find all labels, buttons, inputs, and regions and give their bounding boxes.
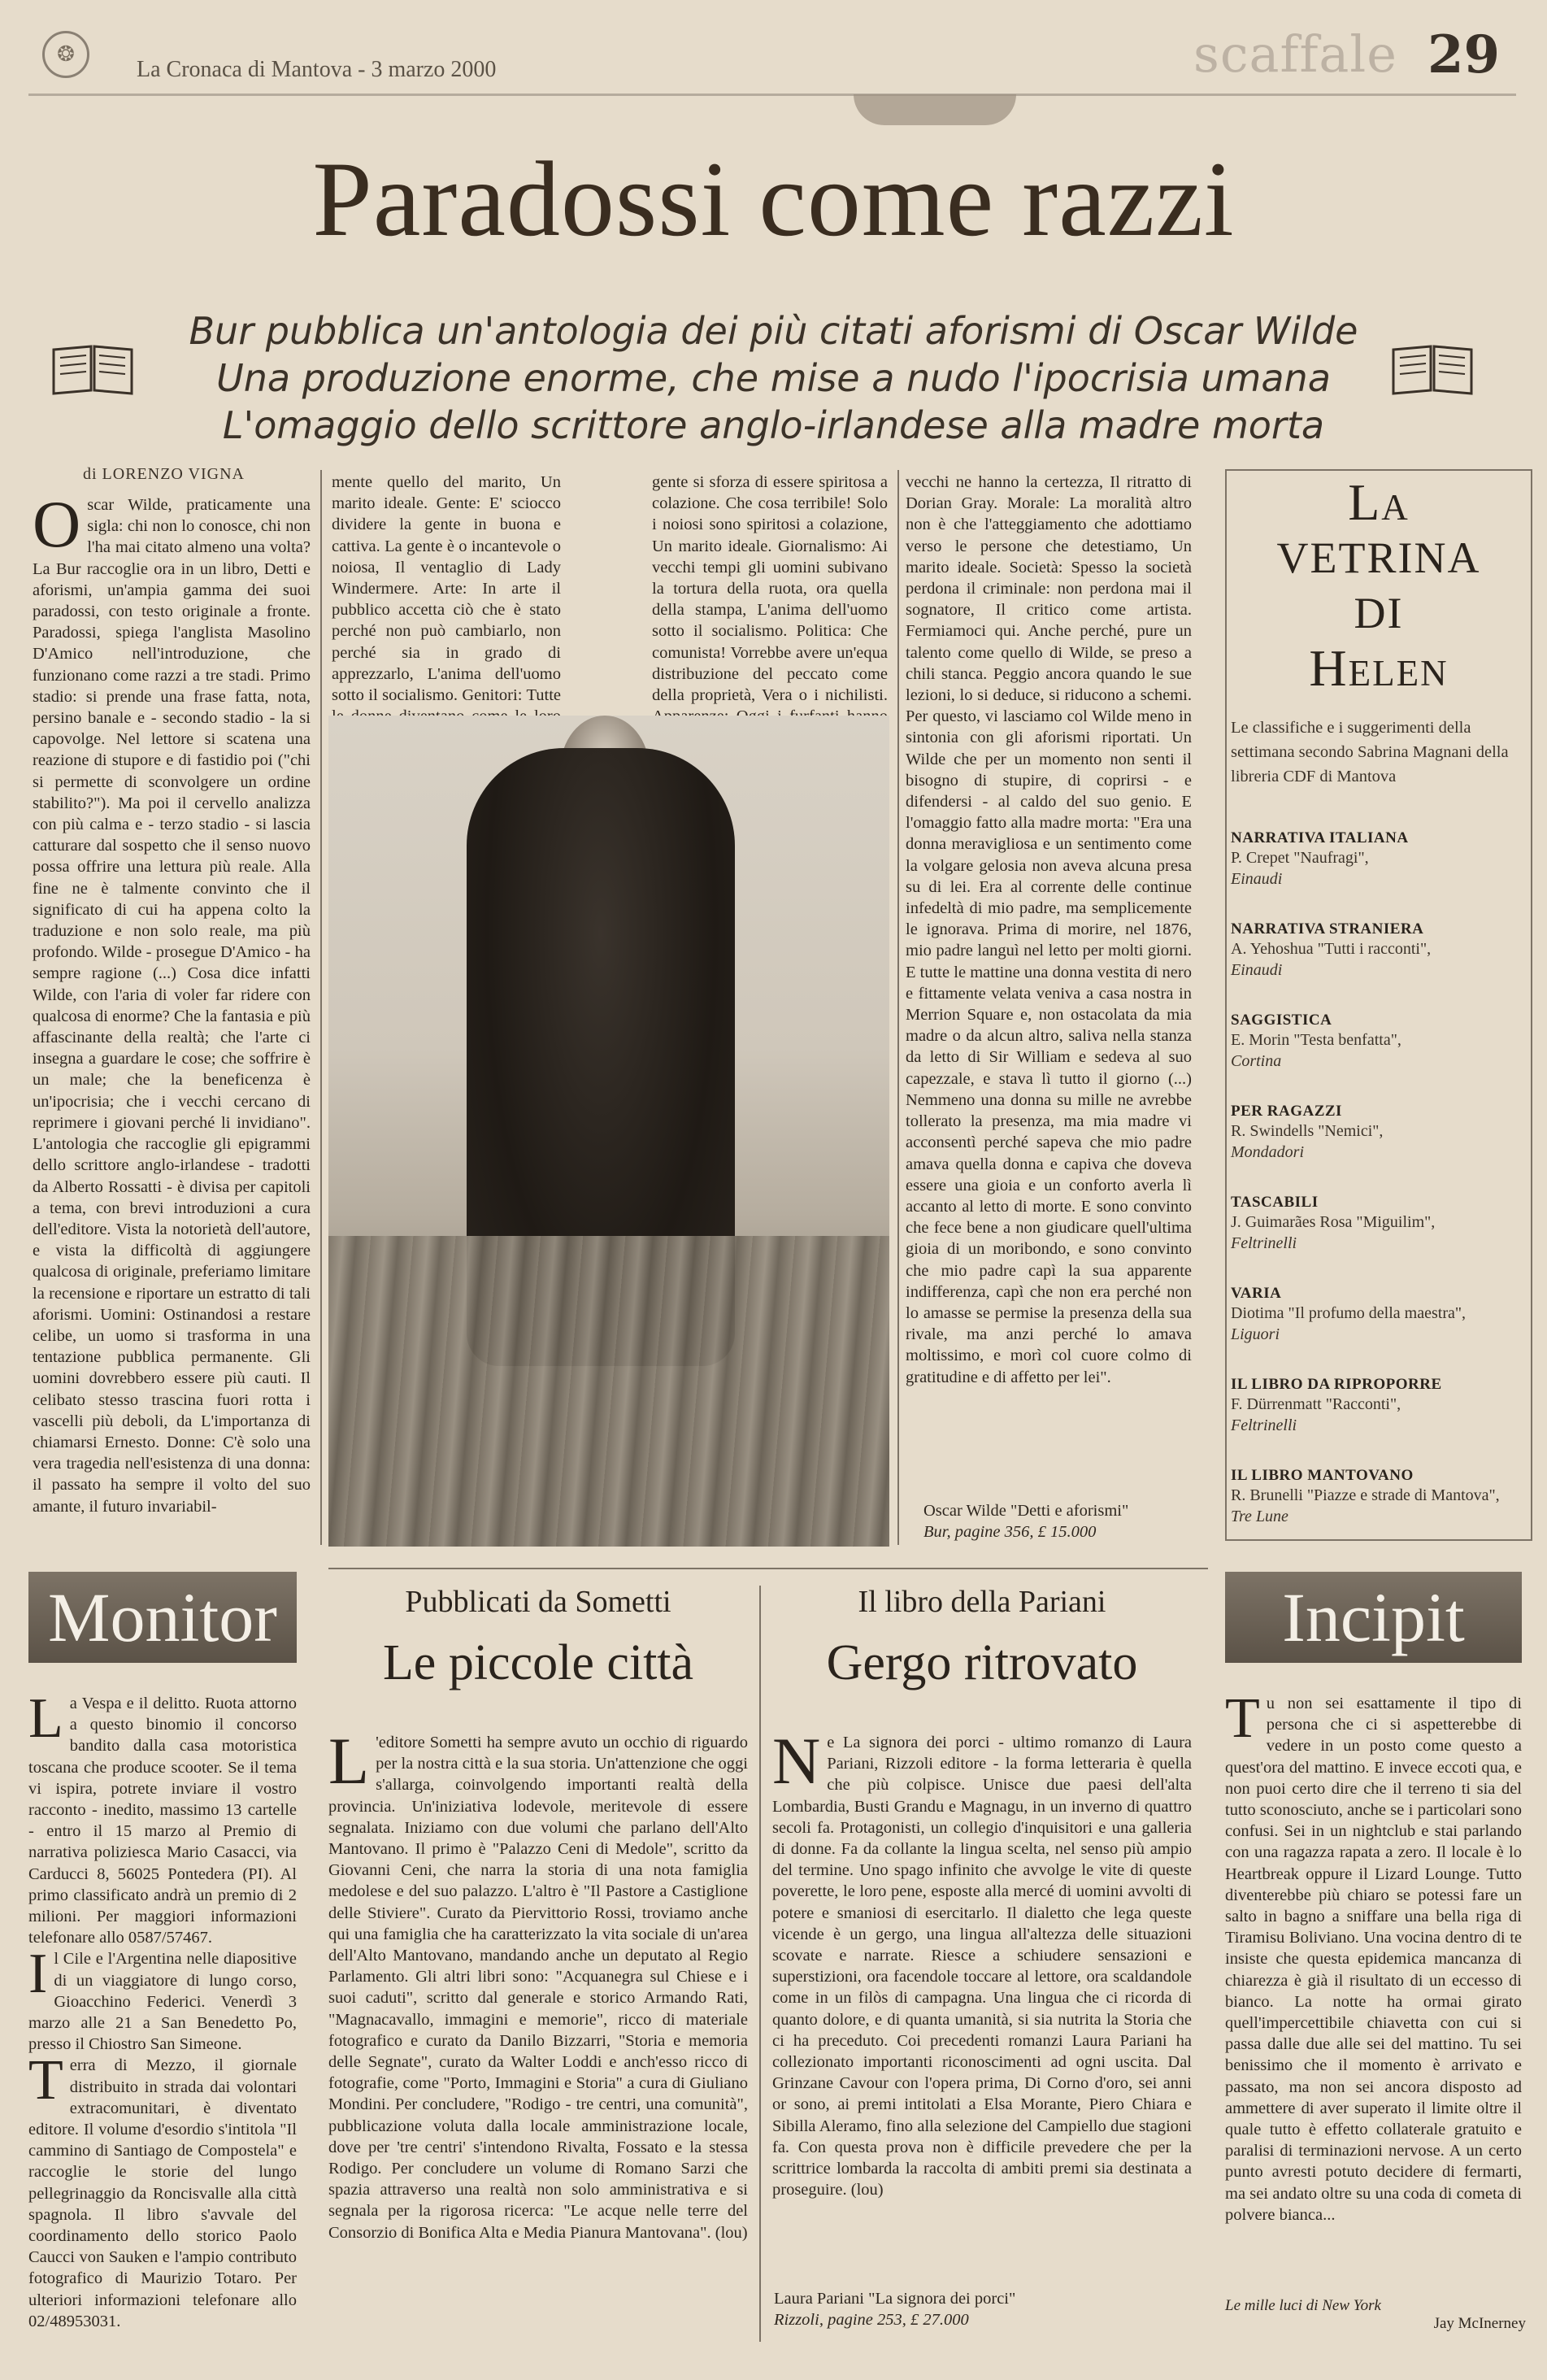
caption-details: Bur, pagine 356, £ 15.000 (923, 1523, 1097, 1541)
book-caption (923, 1500, 1200, 1542)
caption-title: Laura Pariani "La signora dei porci" (774, 2290, 1016, 2308)
sometti-kicker: Pubblicati da Sometti (405, 1585, 671, 1619)
pariani-column (772, 1724, 1192, 2269)
vetrina-publisher: Mondadori (1231, 1143, 1304, 1161)
article-text: gente si sforza di essere spiritosa a colazione. Che cosa terribile! Solo i noiosi sono spiritosi a colazione, Un marito ideale. Giornalismo: Ai vecchi tempi gli uomini subivano la tortura della ruota, ora quella della stampa, L'anima dell'uomo sotto il socialismo. Politica: Che comunista! Vorrebbe avere un'equa distribuzione del peccato come della proprietà, Vera o i nichilisti. (652, 473, 888, 705)
vetrina-list (1231, 829, 1523, 1558)
pariani-caption (774, 2288, 1193, 2330)
vetrina-publisher: Einaudi (1231, 870, 1283, 888)
vetrina-entry (1231, 1467, 1523, 1558)
vetrina-category: NARRATIVA ITALIANA (1231, 829, 1409, 846)
dropcap: N (772, 1724, 821, 1798)
deck-line-3: L'omaggio dello scrittore anglo-irlandese alla madre morta (222, 403, 1325, 447)
monitor-item (28, 2049, 297, 2332)
vetrina-category: IL LIBRO DA RIPROPORRE (1231, 1376, 1442, 1393)
incipit-signoff (1225, 2297, 1526, 2333)
vetrina-title-line: VETRINA (1276, 533, 1481, 582)
incipit-author: Jay McInerney (1433, 2315, 1526, 2332)
vetrina-entry (1231, 1194, 1523, 1285)
vetrina-publisher: Feltrinelli (1231, 1416, 1297, 1434)
section-rule (328, 1568, 1208, 1569)
masthead-rule (28, 94, 1516, 96)
monitor-column (28, 1687, 297, 2343)
incipit-text: u non sei esattamente il tipo di persona che ci si aspetterebbe di vedere in un posto come questo a quest'ora del mattino. E invece eccoti qua, e non puoi certo dire che il terreno ti sia del tutto sconosciuto, anche se i particolari sono confusi. Sei in un nightclub e stai parlando con una ragazza rapata a zero. Il locale è lo Heartbreak oppure il Lizard Lounge. Tutto diventerebbe più chiaro se potessi fare un salto in bagno a sniffare una bella riga di Tiramisu Boliviano. Una vocina dentro di te insiste che questa epidemica mancanza di chiarezza è già il risultato di un eccesso di bianco. La notte ha ormai girato quell'impercettibile chiavetta con cui si passa dalle due alle sei del mattino. Tu sei benissimo che il momento è arrivato e passato, ma non sei ancora disposto ad ammettere di aver superato il limite oltre il quale tutto è effetto collaterale gratuito e paralisi di terminazioni nervose. A un certo punto avresti potuto decidere di fermarti, ma sei andato oltre su una coda di cometa di polvere bianca... (1225, 1695, 1522, 2224)
vetrina-publisher: Feltrinelli (1231, 1234, 1297, 1252)
column-rule (759, 1586, 761, 2342)
dropcap: O (33, 487, 81, 561)
vetrina-title-line: Helen (1309, 639, 1449, 697)
masthead-emblem (854, 94, 1016, 125)
vetrina-category: NARRATIVA STRANIERA (1231, 920, 1424, 938)
vetrina-book: J. Guimarães Rosa "Miguilim", (1231, 1213, 1436, 1231)
column-rule (897, 470, 899, 1545)
dropcap: T (28, 2049, 63, 2112)
vetrina-publisher: Einaudi (1231, 961, 1283, 979)
article-column-3-top (652, 472, 888, 716)
incipit-source: Le mille luci di New York (1225, 2297, 1381, 2314)
monitor-item (28, 1943, 297, 2055)
pariani-title: Gergo ritrovato (826, 1635, 1138, 1690)
caption-details: Rizzoli, pagine 253, £ 27.000 (774, 2311, 969, 2329)
article-column-2-top (332, 472, 561, 716)
vetrina-category: SAGGISTICA (1231, 1012, 1332, 1029)
monitor-text: l Cile e l'Argentina nelle diapositive di un viaggiatore di lungo corso, Gioacchino Federici. Venerdì 3 marzo alle 21 a San Benedetto Po, presso il Chiostro San Simeone. (28, 1950, 297, 2054)
vetrina-publisher: Liguori (1231, 1325, 1280, 1343)
vetrina-category: IL LIBRO MANTOVANO (1231, 1467, 1414, 1484)
article-column-4 (906, 472, 1192, 1500)
vetrina-entry (1231, 829, 1523, 920)
dropcap: L (328, 1724, 370, 1798)
monitor-text: a Vespa e il delitto. Ruota attorno a questo binomio il concorso bandito dalla casa motoristica toscana che produce scooter. Se il tema vi ispira, potrete inviare il vostro racconto - inedito, massimo 13 cartelle - entro il 15 marzo al Premio di narrativa poliziesca Mario Casacci, via Carducci 8, 56025 Pontedera (PI). Al primo classificato andrà un premio di 2 milioni. Per maggiori informazioni telefonare allo 0587/57467. (28, 1695, 297, 1947)
byline: di LORENZO VIGNA (83, 465, 245, 483)
article-text: vecchi ne hanno la certezza, Il ritratto di Dorian Gray. Morale: La moralità altro non è che l'atteggiamento che adottiamo verso le persone che detestiamo, Un marito ideale. Società: Spesso la società perdona il criminale: non perdona mai il sognatore, Il critico come artista. Fermiamoci qui. Anche perché, pure un talento come quello di Wilde, se preso a chili stanca. Peggio ancora quando le sue lezioni, lo si deduce, si riducono a schemi. Per questo, vi lasciamo col Wilde meno in sintonia con gli aforismi riportati. Un Wilde che per un momento non senti il bisogno di stupire, di coprirsi - e difendersi - al caldo del suo genio. E l'omaggio fatto alla madre morta: "Era una donna meravigliosa e un sentimento come la volgare gelosia non aveva alcuna presa su di lei. Era al corrente delle continue infedeltà di mio padre, ma semplicemente le ignorava. Prima di morire, nel 1876, mio padre languì nel letto per molti giorni. E tutte le mattine una donna vestita di nero e fittamente velata veniva a casa nostra in Merrion Square e, non ostacolata da mia madre o da alcun altro, saliva nella stanza da letto di Sir William e sedeva al suo capezzale, e stava lì tutto il giorno (...) Nemmeno una donna su mille ne avrebbe tollerato la presenza, ma mia madre vi acconsentì perché sapeva che mio padre amava quella donna e capiva che doveva essere una gioia e un conforto averla lì accanto al letto di morte. E sono convinto che fece bene a non giudicare quell'ultima gioia di un moribondo, e sono convinto che mio padre capì la sua apparente indifferenza, capì che non era perché non lo amasse se permise la presenza della sua rivale, ma anzi perché lo amava moltissimo, e morì col cuore colmo di gratitudine e di affetto per lei". (906, 473, 1192, 1386)
incipit-banner: Incipit (1225, 1572, 1522, 1663)
vetrina-publisher: Tre Lune (1231, 1508, 1288, 1525)
vetrina-book: R. Brunelli "Piazze e strade di Mantova", (1231, 1486, 1500, 1504)
vetrina-book: E. Morin "Testa benfatta", (1231, 1031, 1401, 1049)
main-headline: Paradossi come razzi (312, 139, 1235, 259)
sometti-title: Le piccole città (382, 1635, 694, 1690)
vetrina-category: PER RAGAZZI (1231, 1103, 1342, 1120)
masthead-logo: ❂ (42, 31, 89, 78)
incipit-column (1225, 1687, 1522, 2291)
pariani-text: e La signora dei porci - ultimo romanzo di Laura Pariani, Rizzoli editore - la forma letteraria è quella che più colpisce. Unisce due paesi dell'alta Lombardia, Busti Grandu e Magnagu, in un inverno di quattro secoli fa. Protagonisti, un collegio d'inquisitori e una galleria di donne. Fa da collante la lingua scelta, nel senso più ampio del termine. Uno spago infinito che avvolge le vite di queste poverette, le loro pene, esposte alla mercé di uomini avvolti di potere e smaniosi di esercitarlo. Il dialetto che lega queste vicende è un gergo, una lingua all'altezza delle situazioni scovate e narrate. Riesce a schiudere sensazioni e superstizioni, ora facendole toccare al lettore, ora scaldandole come in un filòs di campagna. Una lingua che ci ricorda di quanto dolore, e di quanta umanità, si sia nutrita la Storia che ci ha preceduto. Coi precedenti romanzi Laura Pariani ha collezionato importanti riconoscimenti ad ogni uscita. Dal Grinzane Cavour con l'opera prima, Di Corno d'oro, sei anni or sono, ai premi intitolati a Elsa Morante, Piero Chiara e Sibilla Aleramo, fino alla selezione del Campiello due stagioni fa. Con questa prova non è difficile prevedere che per la scrittrice lombarda la raccolta di ambiti premi sia destinata a proseguire. (lou) (772, 1734, 1192, 2199)
vetrina-title-line: DI (1354, 589, 1404, 637)
vetrina-category: VARIA (1231, 1285, 1282, 1302)
monitor-banner: Monitor (28, 1572, 297, 1663)
vetrina-entry (1231, 1376, 1523, 1467)
page-number: 29 (1427, 24, 1501, 85)
vetrina-entry (1231, 1285, 1523, 1376)
article-text: scar Wilde, praticamente una sigla: chi non lo conosce, chi non l'ha mai citato almeno una volta? La Bur raccoglie ora in un libro, Detti e aforismi, un'ampia gamma dei suoi paradossi, con testo originale a fronte. Paradossi, spiega l'anglista Masolino D'Amico nell'introduzione, che funzionano come razzi a tre stadi. Primo stadio: si prende una frase fatta, nota, persino banale e - secondo stadio - la si capovolge. Nel lettore si scatena una reazione di stupore e di fastidio poi ("chi si permette di sconvolgere un ordine stabilito?"). Ma poi il cervello analizza con più calma e - terzo stadio - si lascia catturare dal sospetto che il senso nuovo possa offrire una lettura più reale. Alla fine ne è talmente convinto che il significato di cui ha appena colto la traduzione e non solo reale, ma più profondo. Wilde - prosegue D'Amico - ha sempre ragione (...) Cosa dice infatti Wilde, con l'aria di voler far ridere con qualcosa di enorme? Che la fantasia e più affascinante della realtà; che l'arte ci insegna a guardare le cose; che soffrire è un male; che la beneficenza è un'ipocrisia; che i vecchi cercano di reprimere i giovani perché li invidiano". L'antologia che raccoglie gli epigrammi dello scrittore anglo-irlandese - tradotti da Alberto Rossatti - è divisa per capitoli a tema, con brevi introduzioni a cura dell'editore. Vista la notorietà dell'autore, e vista la difficoltà di aggiungere qualcosa di originale, preferiamo limitare la recensione e riportare un estratto di tali aforismi. Uomini: Ostinandosi a restare celibe, un uomo si trasforma in una tentazione pubblica permanente. Gli uomini dovrebbero essere più cauti. Il celibato stesso trascina fuori rotta i vascelli più deboli, da L'importanza di chiamarsi Ernesto. Donne: C'è solo una vera tragedia nell'esistenza di una donna: il passato ha sempre il volto del suo amante, il futuro invariabil- (33, 496, 311, 1516)
dropcap: I (28, 1943, 48, 2006)
vetrina-category: TASCABILI (1231, 1194, 1319, 1211)
book-icon-left (50, 340, 135, 397)
oscar-wilde-photo (328, 716, 889, 1547)
main-deck (0, 307, 1547, 449)
masthead-paper: La Cronaca di Mantova - 3 marzo 2000 (137, 57, 497, 82)
vetrina-title-line: La (1348, 473, 1410, 531)
column-rule (320, 470, 322, 1545)
caption-title: Oscar Wilde "Detti e aforismi" (923, 1502, 1129, 1520)
pariani-kicker: Il libro della Pariani (858, 1585, 1106, 1619)
article-column-1 (33, 487, 311, 1543)
book-icon-right (1390, 340, 1475, 397)
article-text: mente quello del marito, Un marito ideale. Gente: E' sciocco dividere la gente in buona e cattiva. La gente è o incantevole o noiosa, Il ventaglio di Lady Windermere. Arte: In arte il pubblico accetta ciò che è stato perché non può cambiarlo, non perché sia in grado di apprezzarlo, L'anima dell'uomo sotto il socialismo. Genitori: Tutte (332, 473, 561, 705)
sometti-text: 'editore Sometti ha sempre avuto un occhio di riguardo per la nostra città e la sua storia. Un'attenzione che oggi s'allarga, coinvolgendo importanti realtà della provincia. Un'iniziativa lodevole, meritevole di essere segnalata. Iniziamo con due volumi che parlano dell'Alto Mantovano. Il primo è "Palazzo Ceni di Medole", scritto da Giovanni Ceni, che narra la storia di una nota famiglia medolese e del suo palazzo. L'altro è "Il Pastore a Castiglione delle Stiviere". Curato da Piervittorio Rossi, troviamo anche qui una famiglia che ha caratterizzato la vita sociale di un'area dell'Alto Mantovano, mandando anche un deputato al Regio Parlamento. Gli altri libri sono: "Acquanegra sul Chiese e i suoi caduti", scritto dal generale e storico Armando Rati, "Magnacavallo, immagini e memorie", ricco di materiale fotografico e curato da Danilo Bizzarri, "Storia e memoria delle Segnate", curato da Walter Loddi e anch'esso ricco di fotografie, come "Porto, Immagini e Storia" a cura di Giuliano Mondini. Per concludere, "Rodigo - tre centri, una comunità", pubblicazione voluta dalla locale amministrazione locale, dove per 'tre centri' s'intendono Rivalta, Fossato e la stessa Rodigo. Per concludere un volume di Romano Sarzi che spazia attraverso una realtà non solo amministrativa e si segnala per la rigorosa ricerca: "Le acque nelle terre del Consorzio di Bonifica Alta e Media Pianura Mantovana". (lou) (328, 1734, 748, 2242)
vetrina-book: A. Yehoshua "Tutti i racconti", (1231, 940, 1432, 958)
vetrina-title (1225, 475, 1532, 696)
vetrina-book: F. Dürrenmatt "Racconti", (1231, 1395, 1401, 1413)
deck-line-1: Bur pubblica un'antologia dei più citati aforismi di Oscar Wilde (189, 309, 1358, 353)
vetrina-book: R. Swindells "Nemici", (1231, 1122, 1384, 1140)
vetrina-entry (1231, 1012, 1523, 1103)
dropcap: L (28, 1687, 63, 1750)
vetrina-book: P. Crepet "Naufragi", (1231, 849, 1369, 867)
sometti-column (328, 1724, 748, 2301)
vetrina-intro: Le classifiche e i suggerimenti della settimana secondo Sabrina Magnani della libreria CDF di Mantova (1231, 719, 1509, 785)
photo-relief-wall (328, 1236, 889, 1547)
vetrina-entry (1231, 920, 1523, 1012)
vetrina-book: Diotima "Il profumo della maestra", (1231, 1304, 1467, 1322)
monitor-text: erra di Mezzo, il giornale distribuito in strada dai volontari extracomunitari, è diventato editore. Il volume d'esordio s'intitola "Il cammino di Santiago de Compostela" e raccoglie le storie del lungo pellegrinaggio da Roncisvalle alla città spagnola. Il libro s'avvale del coordinamento dello storico Paolo Caucci von Sauken e l'ampio contributo fotografico di Maurizio Totaro. Per ulteriori informazioni telefonare allo 02/48953031. (28, 2056, 297, 2330)
vetrina-entry (1231, 1103, 1523, 1194)
monitor-item (28, 1687, 297, 1948)
dropcap: T (1225, 1687, 1260, 1750)
deck-line-2: Una produzione enorme, che mise a nudo l'ipocrisia umana (216, 356, 1331, 400)
section-name: scaffale (1193, 24, 1397, 84)
vetrina-publisher: Cortina (1231, 1052, 1282, 1070)
